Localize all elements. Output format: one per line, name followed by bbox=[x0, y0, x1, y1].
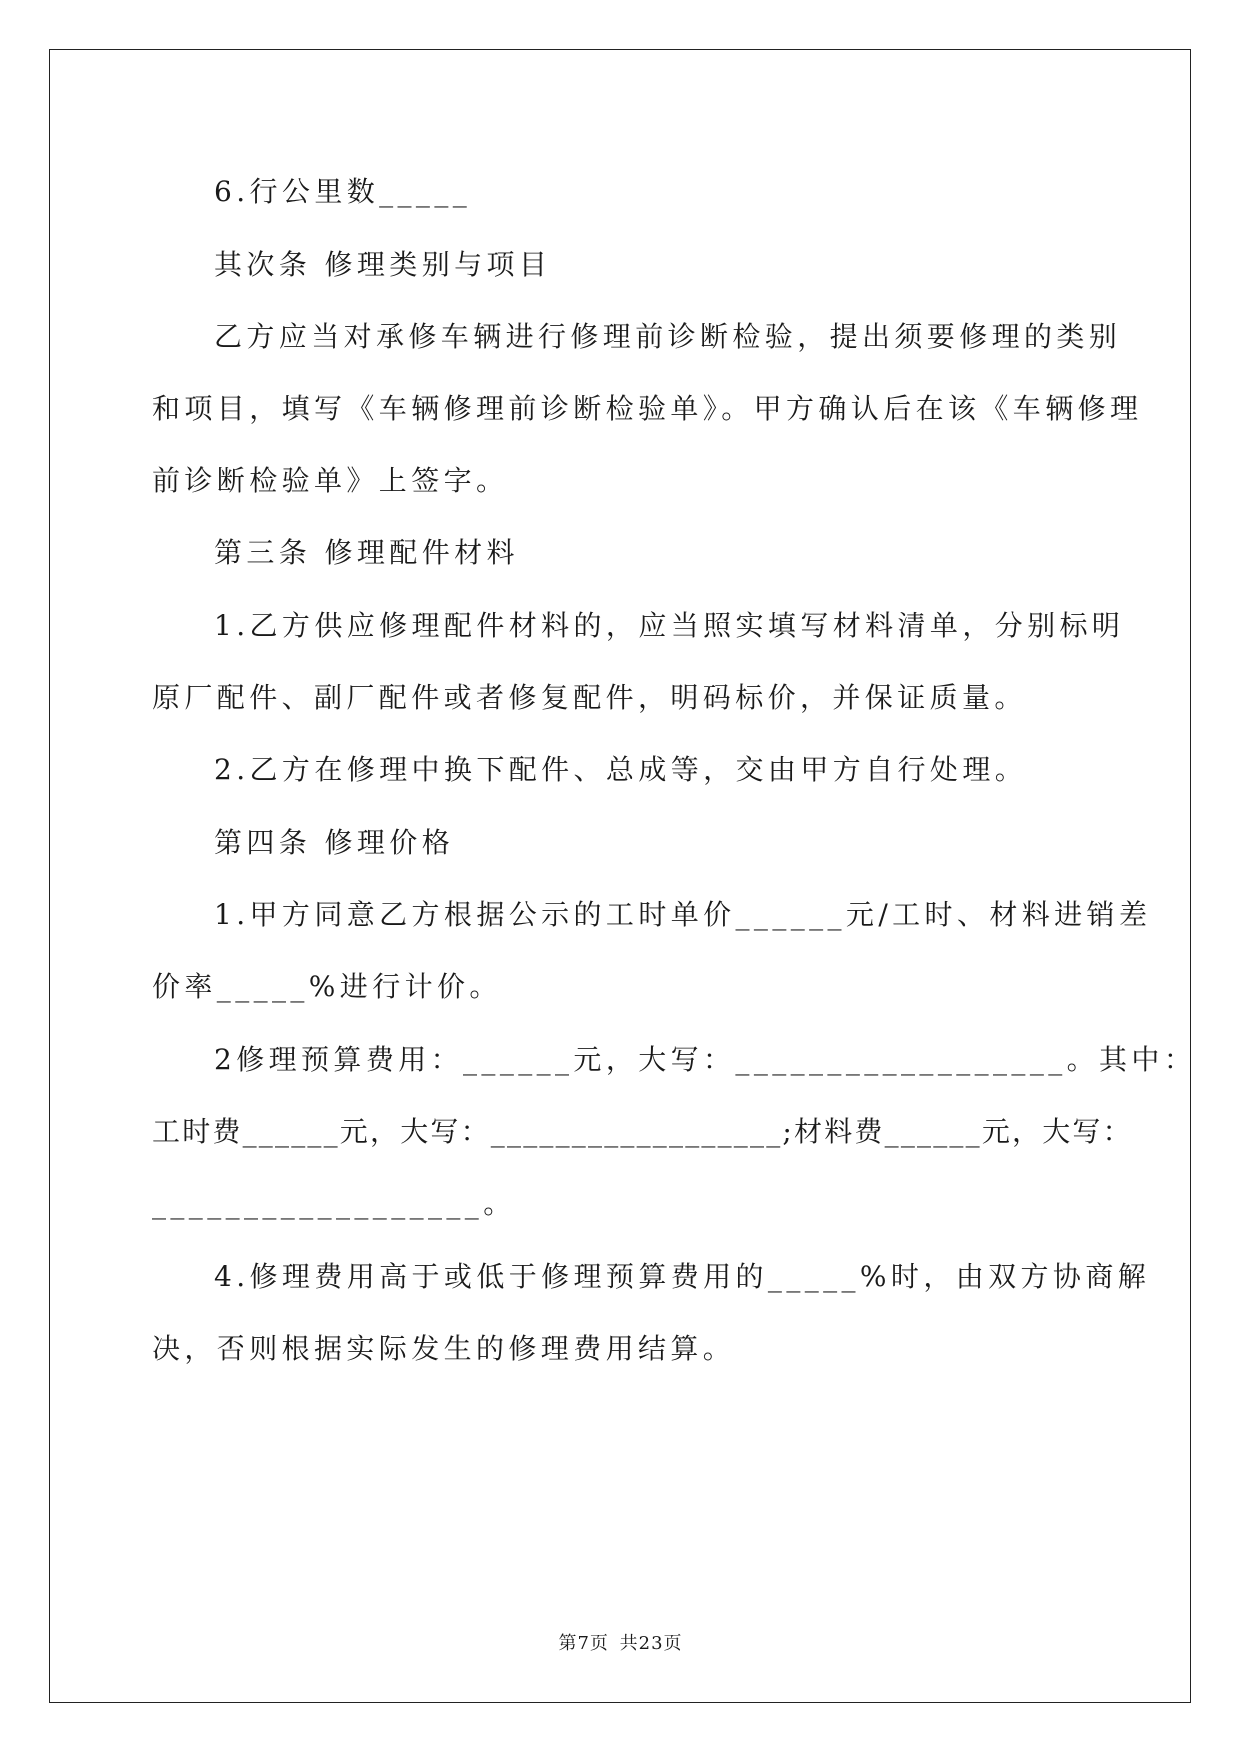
paragraph-line: 前诊断检验单》上签字。 bbox=[152, 464, 509, 497]
heading-article-4: 第四条 修理价格 bbox=[214, 826, 455, 859]
page-total: 共23页 bbox=[619, 1633, 683, 1654]
page-border bbox=[49, 49, 1191, 1703]
heading-article-3: 第三条 修理配件材料 bbox=[214, 536, 519, 569]
page-footer bbox=[0, 1629, 1241, 1655]
paragraph-line: 原厂配件、副厂配件或者修复配件，明码标价，并保证质量。 bbox=[152, 681, 1027, 714]
paragraph-line: 2修理预算费用：______元，大写：__________________。其中： bbox=[214, 1043, 1197, 1076]
paragraph-line: 乙方应当对承修车辆进行修理前诊断检验，提出须要修理的类别 bbox=[214, 320, 1122, 353]
paragraph-line: 2.乙方在修理中换下配件、总成等，交由甲方自行处理。 bbox=[214, 753, 1028, 786]
page-number: 第7页 bbox=[558, 1633, 609, 1654]
paragraph-line: 和项目，填写《车辆修理前诊断检验单》。甲方确认后在该《车辆修理 bbox=[152, 392, 1143, 425]
paragraph-line: 价率_____%进行计价。 bbox=[152, 970, 502, 1003]
paragraph-line: 决，否则根据实际发生的修理费用结算。 bbox=[152, 1332, 736, 1365]
paragraph-line: 1.甲方同意乙方根据公示的工时单价______元/工时、材料进销差 bbox=[214, 898, 1152, 931]
paragraph-line: 4.修理费用高于或低于修理预算费用的_____%时，由双方协商解 bbox=[214, 1260, 1151, 1293]
paragraph-line: 工时费______元，大写：__________________;材料费______元，大写： bbox=[152, 1115, 1133, 1148]
heading-article-2: 其次条 修理类别与项目 bbox=[214, 248, 552, 281]
paragraph-line: __________________。 bbox=[152, 1187, 516, 1220]
paragraph-line: 1.乙方供应修理配件材料的，应当照实填写材料清单，分别标明 bbox=[214, 609, 1125, 642]
line-mileage: 6.行公里数_____ bbox=[214, 175, 472, 208]
